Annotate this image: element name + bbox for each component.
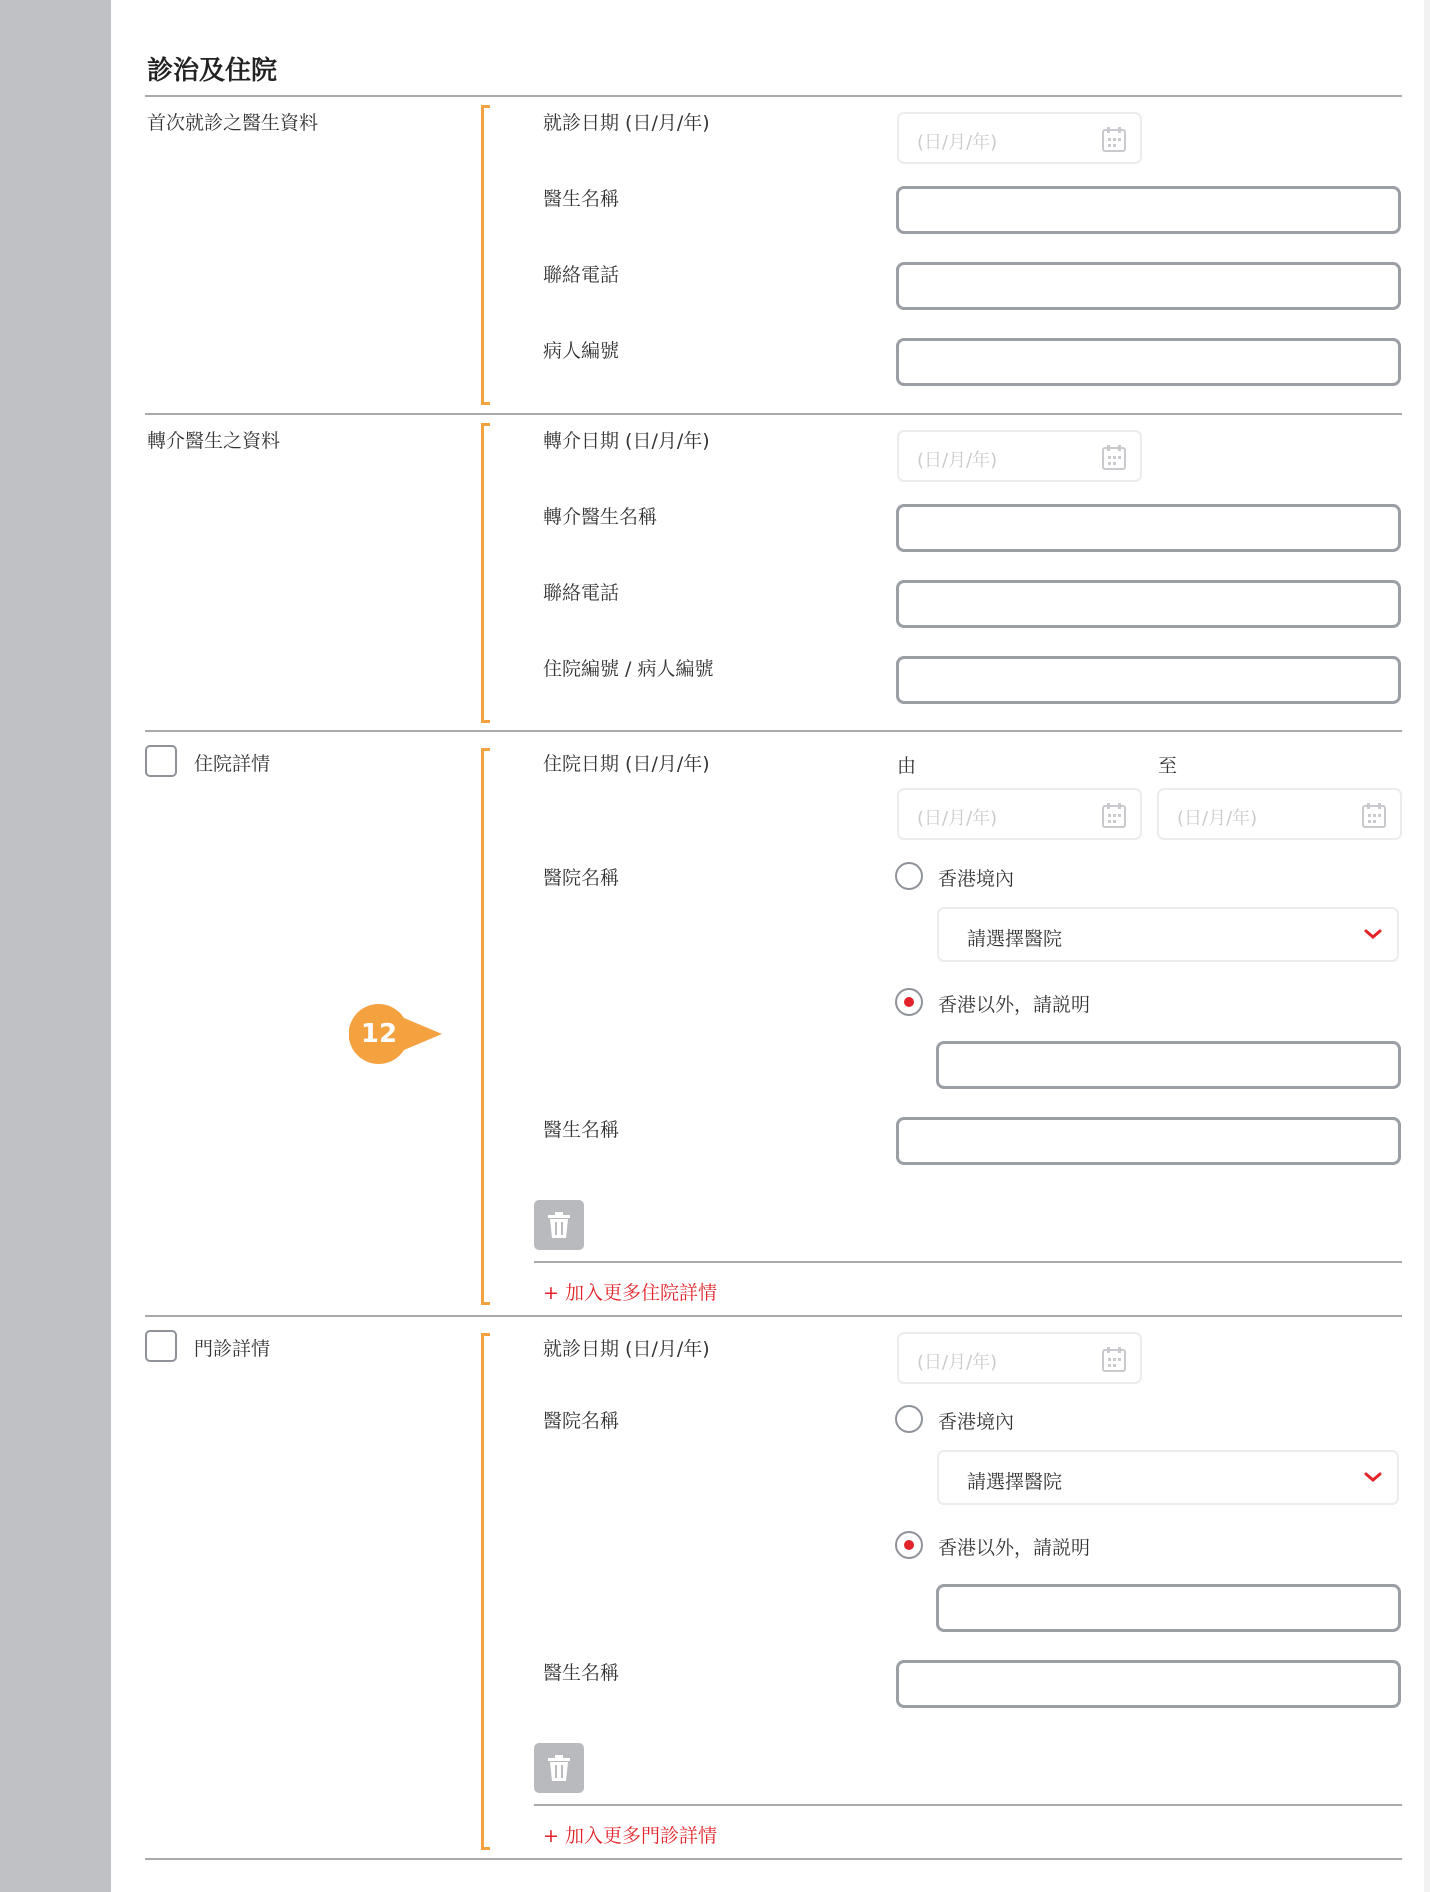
add-more-hospitalization-link[interactable]: + 加入更多住院詳情: [543, 1282, 717, 1304]
outpatient-radio-outside-hk[interactable]: [895, 1531, 923, 1559]
hospital-doctor-name-label: 醫生名稱: [543, 1119, 620, 1141]
left-sidebar: [0, 0, 111, 1892]
date-placeholder: (日/月/年): [917, 132, 998, 153]
first-visit-date-field[interactable]: [897, 112, 1142, 164]
referral-doctor-label: 轉介醫生之資料: [147, 430, 281, 452]
outpatient-hospital-label: 醫院名稱: [543, 1410, 620, 1432]
add-more-outpatient-link[interactable]: + 加入更多門診詳情: [543, 1825, 717, 1847]
admission-no-input[interactable]: [896, 656, 1401, 704]
bottom-divider: [145, 1858, 1402, 1860]
first-visit-date-label: 就診日期 (日/月/年): [543, 112, 710, 134]
section-bracket: [481, 105, 490, 405]
patient-no-label: 病人編號: [543, 340, 620, 362]
hospitalization-label: 住院詳情: [194, 753, 271, 775]
outpatient-checkbox[interactable]: [145, 1330, 177, 1362]
section-divider: [145, 1315, 1402, 1317]
chevron-down-icon: [1363, 1470, 1383, 1484]
title-divider: [145, 95, 1402, 97]
radio-in-hk-label: 香港境內: [938, 868, 1015, 890]
first-doctor-label: 首次就診之醫生資料: [147, 112, 319, 134]
outpatient-hospital-select[interactable]: [937, 1450, 1399, 1505]
hospital-doctor-name-input[interactable]: [896, 1117, 1401, 1165]
calendar-icon[interactable]: [1102, 1346, 1126, 1372]
doctor-name-input[interactable]: [896, 186, 1401, 234]
radio-outside-hk-label: 香港以外，請説明: [938, 994, 1091, 1016]
calendar-icon[interactable]: [1102, 802, 1126, 828]
delete-hospitalization-button[interactable]: [534, 1200, 584, 1250]
outpatient-outside-hk-input[interactable]: [936, 1584, 1401, 1632]
hospitalization-checkbox[interactable]: [145, 745, 177, 777]
patient-no-input[interactable]: [896, 338, 1401, 386]
referral-date-label: 轉介日期 (日/月/年): [543, 430, 710, 452]
calendar-icon[interactable]: [1102, 126, 1126, 152]
outpatient-doctor-name-input[interactable]: [896, 1660, 1401, 1708]
hospitalization-to-date[interactable]: [1157, 788, 1402, 840]
outpatient-select-value: 請選擇醫院: [967, 1471, 1063, 1493]
referral-doctor-name-input[interactable]: [896, 504, 1401, 552]
outpatient-label: 門診詳情: [194, 1338, 271, 1360]
outpatient-date-label: 就診日期 (日/月/年): [543, 1338, 710, 1360]
delete-outpatient-button[interactable]: [534, 1743, 584, 1793]
referral-phone-label: 聯絡電話: [543, 582, 620, 604]
outpatient-radio-in-hk-label: 香港境內: [938, 1411, 1015, 1433]
hospital-name-label: 醫院名稱: [543, 867, 620, 889]
outpatient-doctor-name-label: 醫生名稱: [543, 1662, 620, 1684]
date-placeholder: (日/月/年): [917, 1352, 998, 1373]
section-bracket: [481, 1333, 490, 1850]
referral-doctor-name-label: 轉介醫生名稱: [543, 506, 658, 528]
section-bracket: [481, 748, 490, 1305]
radio-outside-hk[interactable]: [895, 988, 923, 1016]
outpatient-radio-outside-hk-label: 香港以外，請説明: [938, 1537, 1091, 1559]
callout-number: 12: [360, 1019, 398, 1049]
outside-hk-input[interactable]: [936, 1041, 1401, 1089]
hospital-select[interactable]: [937, 907, 1399, 962]
date-placeholder: (日/月/年): [1177, 808, 1258, 829]
radio-in-hk[interactable]: [895, 862, 923, 890]
calendar-icon[interactable]: [1362, 802, 1386, 828]
trash-icon: [547, 1211, 571, 1239]
chevron-down-icon: [1363, 927, 1383, 941]
to-label: 至: [1158, 755, 1178, 777]
hospitalization-date-label: 住院日期 (日/月/年): [543, 753, 710, 775]
outpatient-radio-in-hk[interactable]: [895, 1405, 923, 1433]
from-label: 由: [897, 755, 917, 777]
date-placeholder: (日/月/年): [917, 808, 998, 829]
doctor-name-label: 醫生名稱: [543, 188, 620, 210]
referral-date-field[interactable]: [897, 430, 1142, 482]
add-divider: [534, 1804, 1402, 1806]
hospitalization-from-date[interactable]: [897, 788, 1142, 840]
phone-input[interactable]: [896, 262, 1401, 310]
referral-phone-input[interactable]: [896, 580, 1401, 628]
hospital-select-value: 請選擇醫院: [967, 928, 1063, 950]
phone-label: 聯絡電話: [543, 264, 620, 286]
date-placeholder: (日/月/年): [917, 450, 998, 471]
add-divider: [534, 1261, 1402, 1263]
section-divider: [145, 730, 1402, 732]
calendar-icon[interactable]: [1102, 444, 1126, 470]
section-bracket: [481, 423, 490, 723]
outpatient-date-field[interactable]: [897, 1332, 1142, 1384]
trash-icon: [547, 1754, 571, 1782]
section-title: 診治及住院: [147, 56, 278, 86]
section-divider: [145, 413, 1402, 415]
admission-no-label: 住院編號 / 病人編號: [543, 658, 714, 680]
right-edge: [1424, 0, 1430, 1892]
